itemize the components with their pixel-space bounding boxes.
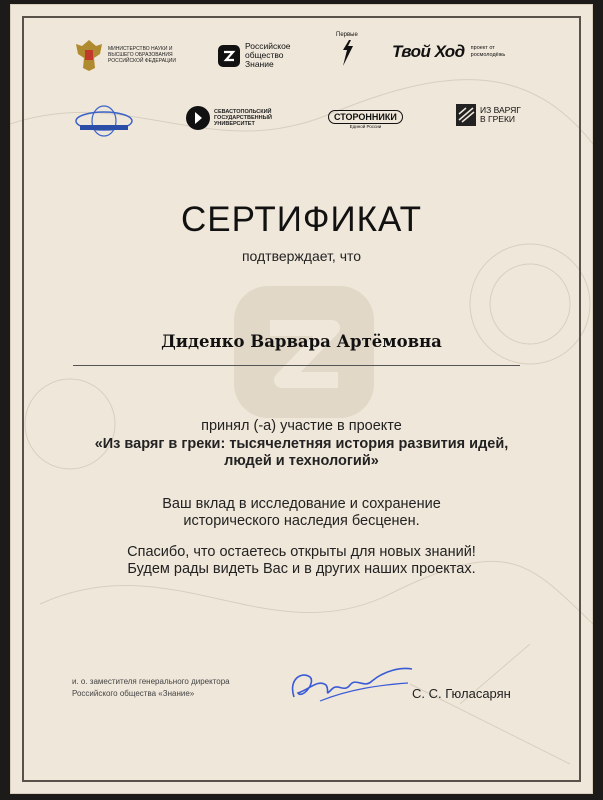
pervye-logo: [336, 32, 358, 68]
participation-text: принял (-а) участие в проекте: [201, 418, 402, 434]
project-title-line1: «Из варяг в греки: тысячелетняя история развития идей,: [94, 436, 509, 452]
contribution-line2: исторического наследия бесценен.: [183, 513, 420, 529]
tvoy-hod-logo: [392, 42, 505, 62]
pervye-label: Первые: [336, 32, 358, 38]
znanie-icon: [218, 45, 240, 67]
znanie-logo: [218, 42, 291, 69]
certificate-subtitle: подтверждает, что: [241, 248, 362, 264]
recipient-underline: [73, 365, 520, 366]
storonniki-logo: [328, 110, 403, 129]
znanie-watermark: [228, 282, 380, 422]
signatory-role: [72, 676, 230, 700]
iz-varyag-line2: В ГРЕКИ: [480, 114, 516, 124]
signatory-role-line1: и. о. заместителя генерального директора: [72, 677, 230, 686]
sevgu-logo: [186, 106, 284, 130]
pervye-one-icon: [339, 38, 355, 68]
thanks-line1: Спасибо, что остаетесь открыты для новых знаний!: [127, 544, 476, 560]
certificate-title: СЕРТИФИКАТ: [180, 200, 423, 239]
signatory-name: С. С. Гюласарян: [412, 686, 511, 701]
storonniki-sub: Единой России: [349, 124, 382, 129]
iz-varyag-line1: ИЗ ВАРЯГ: [480, 105, 521, 115]
znanie-line2: общество: [245, 50, 284, 60]
sevgu-icon: [186, 106, 210, 130]
handwritten-signature: [280, 659, 420, 709]
tvoy-hod-sub2: росмолодёжь: [470, 52, 506, 58]
tvoy-hod-sub1: проект от: [470, 45, 495, 51]
iz-varyag-logo: [456, 104, 521, 126]
znanie-line1: Российское: [245, 41, 291, 51]
ship-icon: [456, 104, 476, 126]
certificate-sheet: [10, 4, 593, 794]
decade-of-science-logo: [74, 104, 134, 138]
signatory-role-line2: Российского общества «Знание»: [72, 689, 195, 698]
znanie-line3: Знание: [245, 59, 274, 69]
tvoy-hod-wordmark: Твой Ход: [392, 42, 465, 61]
eagle-emblem-icon: [74, 38, 104, 72]
project-title-line2: людей и технологий»: [224, 453, 379, 469]
contribution-line1: Ваш вклад в исследование и сохранение: [162, 496, 441, 512]
recipient-name: Диденко Варвара Артёмовна: [161, 332, 442, 351]
ministry-name: МИНИСТЕРСТВО НАУКИ И ВЫСШЕГО ОБРАЗОВАНИЯ РОССИЙСКОЙ ФЕДЕРАЦИИ: [108, 46, 176, 64]
ministry-logo: [74, 38, 188, 72]
decade-science-icon: [74, 104, 134, 138]
storonniki-wordmark: СТОРОННИКИ: [328, 110, 403, 124]
sevgu-name: СЕВАСТОПОЛЬСКИЙ ГОСУДАРСТВЕННЫЙ УНИВЕРСИТЕТ: [214, 109, 272, 127]
thanks-line2: Будем рады видеть Вас и в других наших проектах.: [127, 561, 476, 577]
